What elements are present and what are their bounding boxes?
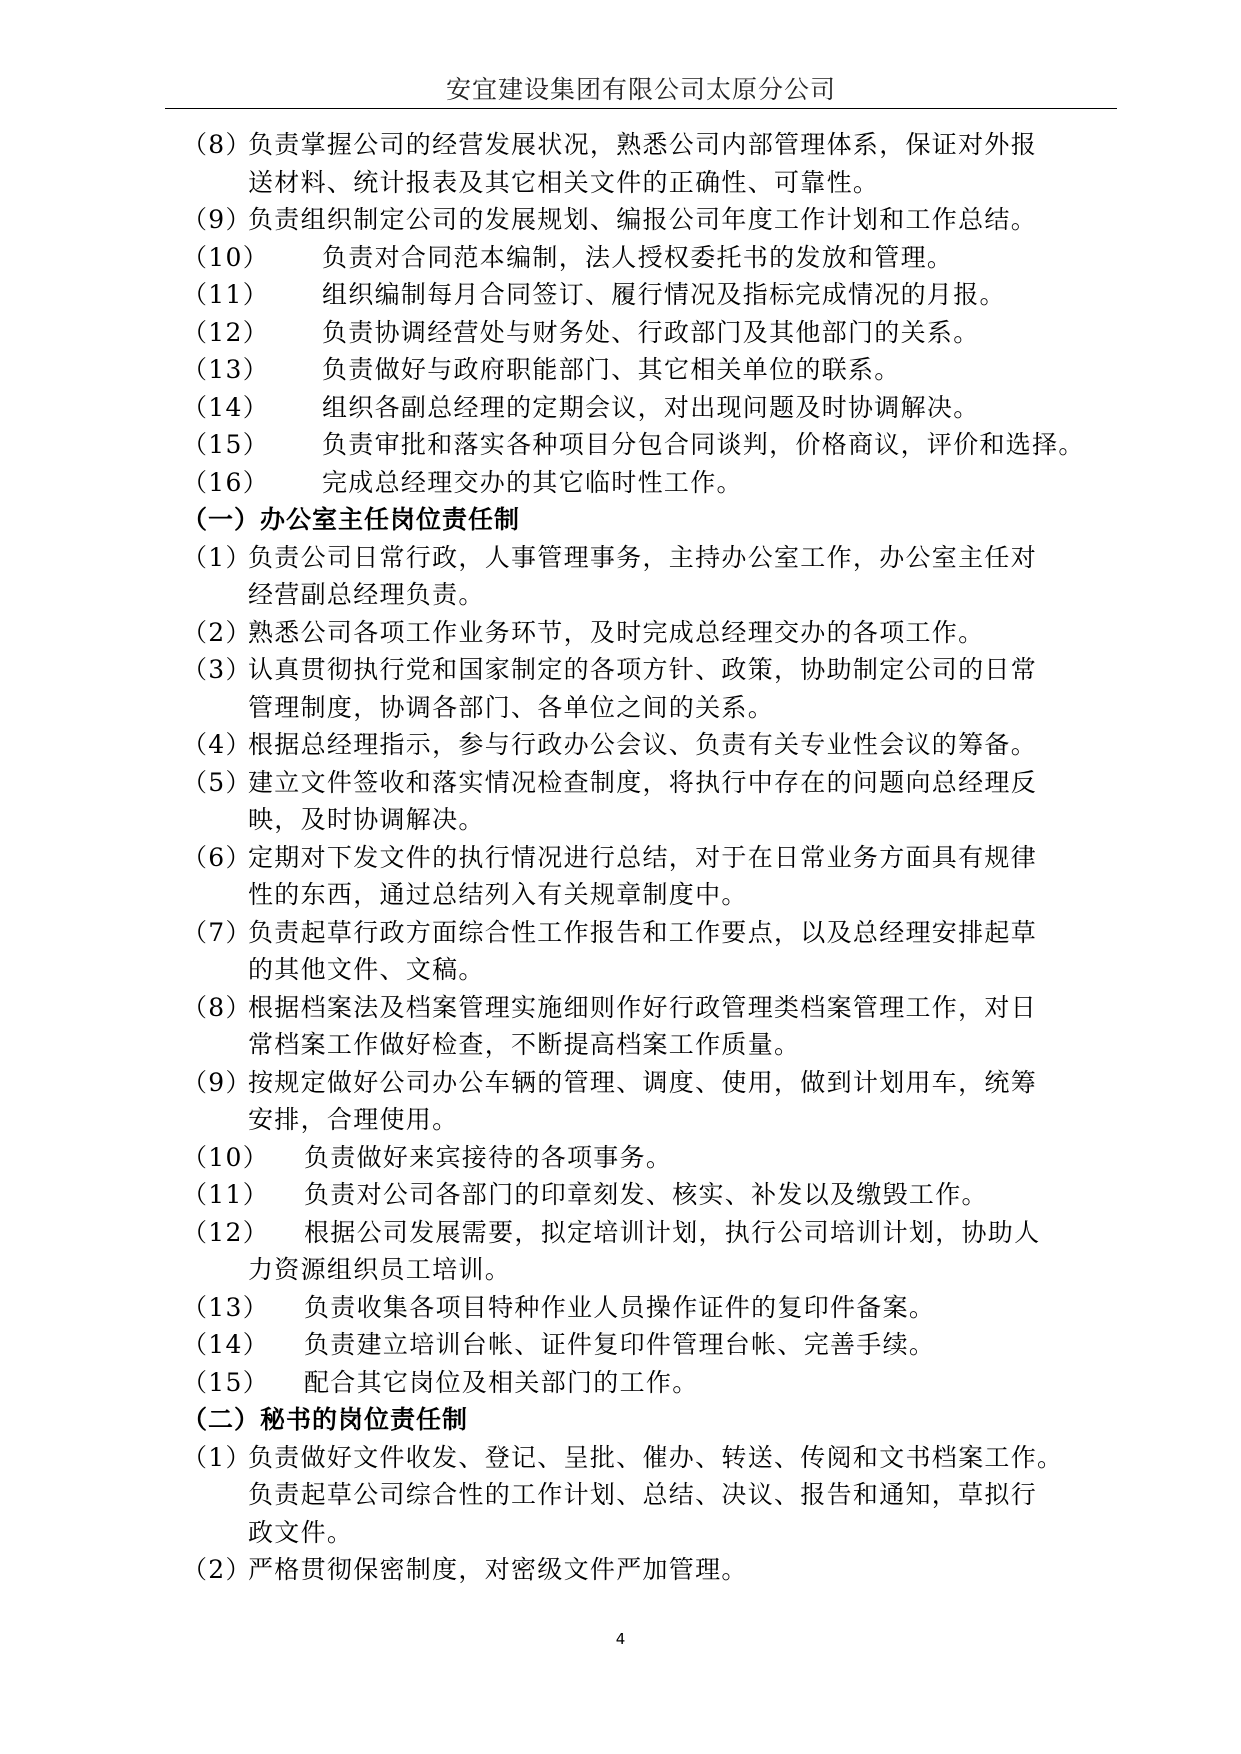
list-item-text: 负责起草行政方面综合性工作报告和工作要点，以及总经理安排起草 xyxy=(248,917,1038,947)
list-item xyxy=(182,1214,1122,1252)
list-item-number: （1） xyxy=(182,542,252,572)
list-item-text: 力资源组织员工培训。 xyxy=(248,1255,512,1284)
list-item-number: （12） xyxy=(182,1217,270,1247)
list-item-text: 负责做好与政府职能部门、其它相关单位的联系。 xyxy=(322,355,901,384)
list-item-number: （15） xyxy=(182,430,270,459)
section-a-list xyxy=(182,126,1122,501)
list-item-text: 按规定做好公司办公车辆的管理、调度、使用，做到计划用车，统筹 xyxy=(248,1067,1038,1097)
section-heading-office-director: （一）办公室主任岗位责任制 xyxy=(182,505,521,534)
list-item xyxy=(182,1439,1122,1477)
list-item-text: 安排，合理使用。 xyxy=(248,1105,459,1134)
list-item-text: 的其他文件、文稿。 xyxy=(248,955,485,984)
list-item-number: （4） xyxy=(182,730,252,759)
list-item-number: （9） xyxy=(182,1067,252,1097)
list-item-number: （11） xyxy=(182,280,270,309)
list-item xyxy=(182,539,1122,577)
list-item-text: 负责做好文件收发、登记、呈批、催办、转送、传阅和文书档案工作。 xyxy=(248,1442,1064,1472)
list-item-text: 组织各副总经理的定期会议，对出现问题及时协调解决。 xyxy=(322,392,980,422)
list-item-number: （13） xyxy=(182,1292,270,1322)
list-item-text: 经营副总经理负责。 xyxy=(248,580,485,609)
list-item xyxy=(182,651,1122,689)
list-item-text: 负责对公司各部门的印章刻发、核实、补发以及缴毁工作。 xyxy=(304,1180,988,1209)
list-item-number: （10） xyxy=(182,242,270,272)
list-item-number: （12） xyxy=(182,317,270,347)
list-item-number: （2） xyxy=(182,1555,252,1584)
list-item-text: 配合其它岗位及相关部门的工作。 xyxy=(304,1367,699,1397)
list-item-text: 性的东西，通过总结列入有关规章制度中。 xyxy=(248,880,748,909)
page-header-title: 安宜建设集团有限公司太原分公司 xyxy=(445,75,836,104)
list-item-text: 映，及时协调解决。 xyxy=(248,805,485,834)
list-item-continuation xyxy=(182,164,1122,202)
list-item xyxy=(182,201,1122,239)
list-item-text: 认真贯彻执行党和国家制定的各项方针、政策，协助制定公司的日常 xyxy=(248,655,1038,684)
list-item xyxy=(182,764,1122,802)
list-item-text: 管理制度，协调各部门、各单位之间的关系。 xyxy=(248,692,775,722)
list-item-text: 根据总经理指示，参与行政办公会议、负责有关专业性会议的筹备。 xyxy=(248,730,1038,759)
list-item-text: 根据档案法及档案管理实施细则作好行政管理类档案管理工作，对日 xyxy=(248,992,1038,1022)
list-item xyxy=(182,351,1122,389)
list-item-continuation xyxy=(182,689,1122,727)
section-heading-secretary: （二）秘书的岗位责任制 xyxy=(182,1405,469,1434)
list-item-text: 建立文件签收和落实情况检查制度，将执行中存在的问题向总经理反 xyxy=(248,767,1038,797)
page-number: 4 xyxy=(615,1630,626,1648)
list-item-text: 负责审批和落实各种项目分包合同谈判，价格商议，评价和选择。 xyxy=(322,430,1085,459)
list-item-text: 负责收集各项目特种作业人员操作证件的复印件备案。 xyxy=(304,1292,936,1322)
section-c-list xyxy=(182,1439,1122,1589)
list-item-text: 组织编制每月合同签订、履行情况及指标完成情况的月报。 xyxy=(322,280,1006,309)
list-item-number: （10） xyxy=(182,1142,270,1172)
list-item-text: 完成总经理交办的其它临时性工作。 xyxy=(322,467,743,497)
list-item-text: 负责组织制定公司的发展规划、编报公司年度工作计划和工作总结。 xyxy=(248,205,1038,234)
list-item-text: 常档案工作做好检查，不断提高档案工作质量。 xyxy=(248,1030,801,1059)
list-item-text: 负责做好来宾接待的各项事务。 xyxy=(304,1142,673,1172)
list-item-text: 送材料、统计报表及其它相关文件的正确性、可靠性。 xyxy=(248,167,880,197)
list-item xyxy=(182,1289,1122,1327)
list-item-number: （13） xyxy=(182,355,270,384)
list-item-continuation xyxy=(182,1514,1122,1552)
list-item-number: （8） xyxy=(182,992,252,1022)
list-item-number: （1） xyxy=(182,1442,252,1472)
list-item xyxy=(182,314,1122,352)
list-item-text: 根据公司发展需要，拟定培训计划，执行公司培训计划，协助人 xyxy=(304,1217,1041,1247)
list-item-number: （2） xyxy=(182,617,252,647)
list-item-text: 负责公司日常行政，人事管理事务，主持办公室工作，办公室主任对 xyxy=(248,542,1038,572)
list-item-number: （7） xyxy=(182,917,252,947)
list-item xyxy=(182,426,1122,464)
list-item-text: 负责起草公司综合性的工作计划、总结、决议、报告和通知，草拟行 xyxy=(248,1480,1038,1509)
list-item-text: 负责对合同范本编制，法人授权委托书的发放和管理。 xyxy=(322,242,954,272)
list-item-number: （11） xyxy=(182,1180,270,1209)
list-item-continuation xyxy=(182,876,1122,914)
list-item-text: 熟悉公司各项工作业务环节，及时完成总经理交办的各项工作。 xyxy=(248,617,985,647)
list-item xyxy=(182,989,1122,1027)
list-item-text: 政文件。 xyxy=(248,1517,354,1547)
list-item-continuation xyxy=(182,1476,1122,1514)
list-item xyxy=(182,914,1122,952)
list-item xyxy=(182,726,1122,764)
list-item-text: 定期对下发文件的执行情况进行总结，对于在日常业务方面具有规律 xyxy=(248,842,1038,872)
list-item-number: （3） xyxy=(182,655,252,684)
list-item-continuation xyxy=(182,1101,1122,1139)
list-item-text: 负责建立培训台帐、证件复印件管理台帐、完善手续。 xyxy=(304,1330,936,1359)
list-item-number: （5） xyxy=(182,767,252,797)
list-item xyxy=(182,1364,1122,1402)
list-item xyxy=(182,1551,1122,1589)
list-item-text: 严格贯彻保密制度，对密级文件严加管理。 xyxy=(248,1555,748,1584)
list-item xyxy=(182,276,1122,314)
list-item xyxy=(182,239,1122,277)
list-item xyxy=(182,1064,1122,1102)
list-item-number: （6） xyxy=(182,842,252,872)
list-item xyxy=(182,614,1122,652)
list-item-text: 负责掌握公司的经营发展状况，熟悉公司内部管理体系，保证对外报 xyxy=(248,130,1038,159)
list-item xyxy=(182,839,1122,877)
list-item-number: （14） xyxy=(182,1330,270,1359)
header-divider xyxy=(165,108,1117,109)
section-b-list xyxy=(182,539,1122,1402)
list-item-text: 负责协调经营处与财务处、行政部门及其他部门的关系。 xyxy=(322,317,980,347)
list-item-number: （9） xyxy=(182,205,252,234)
list-item-continuation xyxy=(182,951,1122,989)
list-item-continuation xyxy=(182,1251,1122,1289)
list-item xyxy=(182,1326,1122,1364)
list-item-number: （14） xyxy=(182,392,270,422)
list-item-continuation xyxy=(182,801,1122,839)
list-item xyxy=(182,1139,1122,1177)
list-item xyxy=(182,126,1122,164)
document-body xyxy=(182,126,1122,1589)
list-item-continuation xyxy=(182,1026,1122,1064)
list-item xyxy=(182,389,1122,427)
list-item-number: （16） xyxy=(182,467,270,497)
list-item xyxy=(182,464,1122,502)
list-item-number: （15） xyxy=(182,1367,270,1397)
list-item xyxy=(182,1176,1122,1214)
list-item-continuation xyxy=(182,576,1122,614)
list-item-number: （8） xyxy=(182,130,252,159)
